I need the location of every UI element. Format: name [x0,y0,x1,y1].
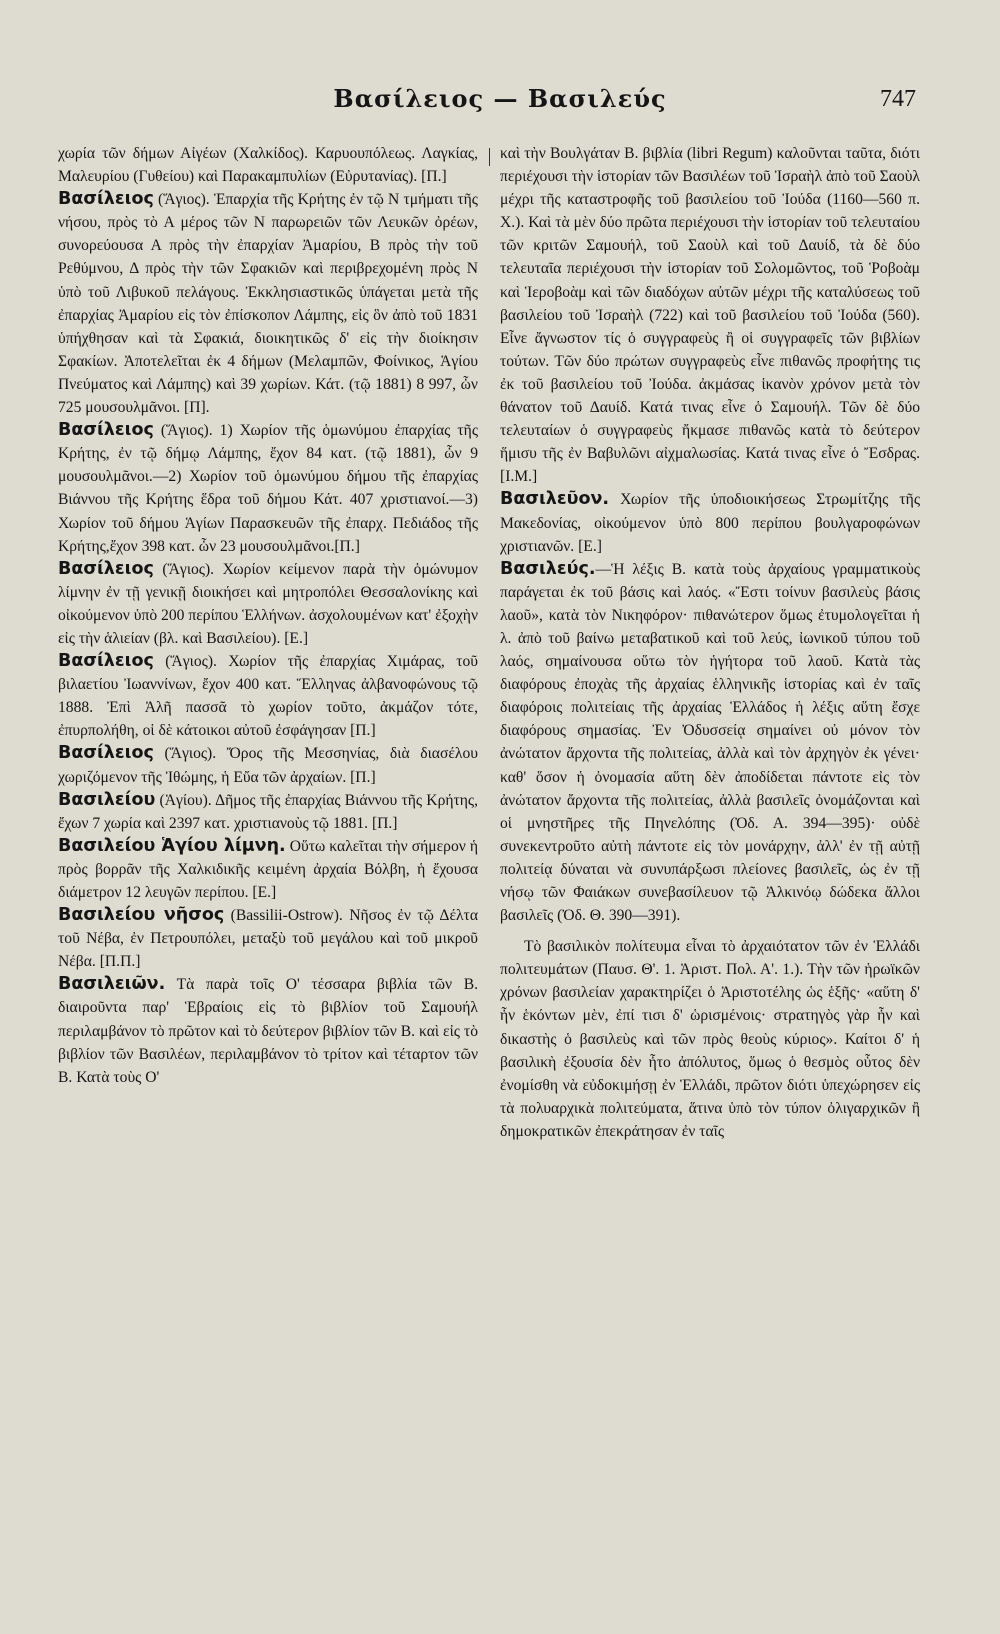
dictionary-entry [58,558,478,650]
entry-text: (Ἅγιος). Ἐπαρχία τῆς Κρήτης ἐν τῷ Ν τμήματι τῆς νήσου, πρὸς τὸ Α μέρος τῶν Ν παρωρειῶν τῶν Λευκῶν ὀρέων, συνορεύουσα Α πρὸς τὴν ἐπαρχίαν Ἀμαρίου, Β πρὸς τὴν τοῦ Ρεθύμνου, Δ πρὸς τὴν τῶν Σφακιῶν καὶ περιβρεχομένη πρὸς Ν ὑπὸ τοῦ Λιβυκοῦ πελάγους. Ἐκκλησιαστικῶς ὑπάγεται μετὰ τῆς ἐπαρχίας Ἀμαρίου εἰς τὸν ἐπίσκοπον Λάμπης, εἰς ὃν ἀπὸ τοῦ 1831 ὑπήχθησαν καὶ τὰ Σφακιά, διοικητικῶς δ' εἰς τὴν διοίκησιν Σφακίων. Ἀποτελεῖται ἐκ 4 δήμων (Μελαμπῶν, Φοίνικος, Ἁγίου Πνεύματος καὶ Λάμπης) καὶ 39 χωρίων. Κάτ. (τῷ 1881) 8 997, ὧν 725 μουσουλμᾶνοι. [Π]. [58,191,478,417]
entry-headword: Βασίλειος [58,651,154,672]
dictionary-entry [58,142,478,188]
dictionary-entry [500,935,920,1143]
entry-text: (Ἅγιος). 1) Χωρίον τῆς ὁμωνύμου ἐπαρχίας τῆς Κρήτης, ἐν τῷ δήμῳ Λάμπης, ἔχον 84 κατ. (τῷ 1881), ὧν 9 μουσουλμᾶνοι.—2) Χωρίον τοῦ ὁμωνύμου δήμου τῆς ἐπαρχίας Βιάννου τῆς Κρήτης ἕδρα τοῦ δήμου Κάτ. 407 χριστιανοί.—3) Χωρίον τοῦ δήμου Ἁγίων Παρασκευῶν τῆς ἐπαρχ. Πεδιάδος τῆς Κρήτης,ἔχον 398 κατ. ὧν 23 μουσουλμᾶνοι.[Π.] [58,422,478,555]
entry-headword: Βασιλεῦον. [500,489,610,510]
entry-text: χωρία τῶν δήμων Αἰγέων (Χαλκίδος). Καρυουπόλεως. Λαγκίας, Μαλευρίου (Γυθείου) καὶ Παρακαμπυλίων (Εὐρυτανίας). [Π.] [58,145,478,186]
dictionary-entry [500,488,920,557]
entry-headword: Βασίλειος [58,558,154,579]
entry-headword: Βασιλείου [58,789,156,810]
dictionary-entry [58,742,478,788]
entry-headword: Βασίλειος [58,189,154,210]
entry-text: (Ἅγιος). Ὄρος τῆς Μεσσηνίας, διὰ διασέλου χωριζόμενον τῆς Ἰθώμης, ἡ Εὔα τῶν ἀρχαίων. [Π.] [58,745,478,786]
entry-headword: Βασιλείου νῆσος [58,905,225,926]
entry-text: Οὕτω καλεῖται τὴν σήμερον ἡ πρὸς βορρᾶν τῆς Χαλκιδικῆς κειμένη ἀρχαία Βόλβη, ἡ ἔχουσα διάμετρον 12 λευγῶν περίπου. [Ε.] [58,837,478,901]
dictionary-entry [58,904,478,973]
entry-headword: Βασιλειῶν. [58,974,166,995]
dictionary-entry [58,973,478,1088]
entry-headword: Βασιλεύς. [500,558,596,579]
entry-text: —Ἡ λέξις Β. κατὰ τοὺς ἀρχαίους γραμματικοὺς παράγεται ἐκ τοῦ βάσις καὶ λαός. «Ἔστι τοίνυν βασιλεὺς βάσις λαοῦ», κατὰ τὸν Νικηφόρον· πιθανώτερον ὅμως ἐτυμολογεῖται ἡ λ. ἀπὸ τοῦ βαίνω μεταβατικοῦ καὶ τοῦ λεύς, ἰωνικοῦ τύπου τοῦ λαός, σημαίνουσα οὕτω τὸν ἡγήτορα τοῦ λαοῦ. Κατὰ τὰς διαφόρους ἐποχὰς τῆς ἀρχαίας ἑλληνικῆς ἱστορίας καὶ ἐν ταῖς διαφόροις πολιτείαις τῆς ἀρχαίας Ἑλλάδος ἡ λέξις αὕτη ἔσχε διαφόρους σημασίας. Ἐν Ὀδυσσείᾳ σημαίνει οὐ μόνον τὸν ἀνώτατον ἄρχοντα τῆς πολιτείας, ἀλλὰ καὶ τὸν ἀρχηγὸν ἐκ γένει· καθ' ὅσον ἡ ὀνομασία αὕτη δὲν ἀποδίδεται πάντοτε εἰς τὸν ἀνώτατον ἄρχοντα τῆς πολιτείας, ἀλλὰ βασιλεῖς ὀνομάζονται καὶ οἱ μνηστῆρες τῆς Πηνελόπης (Ὀδ. Α. 394—395)· οὐδὲ συνεκεντροῦτο αὐτὴ πάντοτε εἰς τὸν μονάρχην, ἀλλ' ἐν τῇ αὐτῇ πολιτείᾳ δύναται νὰ συνυπάρξωσι πλείονες βασιλεῖς, ὡς ἐν τῇ νήσῳ τῶν Φαιάκων συνεβασίλευον τῷ Ἀλκινόῳ δώδεκα ἄλλοι βασιλεῖς (Ὀδ. Θ. 390—391). [500,560,920,925]
running-header [0,84,1000,124]
entry-text: (Ἅγιος). Χωρίον τῆς ἐπαρχίας Χιμάρας, τοῦ βιλαετίου Ἰωαννίνων, ἔχον 400 κατ. Ἕλληνας ἀλβανοφώνους τῷ 1888. Ἐπὶ Ἀλῆ πασσᾶ τὸ χωρίον τοῦτο, ἀκμάζον τότε, ἐπυρπολήθη, οἱ δὲ κάτοικοι αὐτοῦ ἐσφάγησαν [Π.] [58,653,478,740]
dictionary-entry [58,835,478,904]
entry-text: Τὰ παρὰ τοῖς Ο' τέσσαρα βιβλία τῶν Β. διαιροῦντα παρ' Ἑβραίοις εἰς τὸ βιβλίον τοῦ Σαμουήλ περιλαμβάνον τὸ πρῶτον καὶ τὸ δεύτερον βιβλίον τῶν Β. καὶ εἰς τὸ βιβλίον τῶν Βασιλέων, περιλαμβάνον τὸ τρίτον καὶ τέταρτον τῶν Β. Κατὰ τοὺς Ο' [58,976,478,1086]
dictionary-entry [500,142,920,488]
right-column [500,142,920,1614]
dictionary-entry [500,558,920,928]
entry-text: Τὸ βασιλικὸν πολίτευμα εἶναι τὸ ἀρχαιότατον τῶν ἐν Ἑλλάδι πολιτευμάτων (Παυσ. Θ'. 1. Ἀριστ. Πολ. Α'. 1.). Τὴν τῶν ἡρωϊκῶν χρόνων βασιλείαν χαρακτηρίζει ὁ Ἀριστοτέλης ὡς ἑξῆς· «αὕτη δ' ἦν ἑκόντων μὲν, ἐπί τισι δ' ὡρισμένοις· στρατηγὸς γὰρ ἦν καὶ δικαστὴς ὁ βασιλεὺς καὶ τῶν πρὸς θεοὺς κύριος». Καίτοι δ' ἡ βασιλικὴ ἐξουσία δὲν ἦτο ἀπόλυτος, ὅμως ὁ θεσμὸς οὗτος δὲν ἐνομίσθη νὰ εὐδοκιμήσῃ ἐν Ἑλλάδι, πρῶτον διότι ὑπεχώρησεν εἰς τὰ πολυαρχικὰ πολιτεύματα, ἅτινα ὑπὸ τὸν τύπον ὀλιγαρχικῶν ἢ δημοκρατικῶν ἐπεκράτησαν ἐν ταῖς [500,938,920,1140]
dictionary-entry [58,188,478,419]
page-number: 747 [880,86,916,112]
entry-headword: Βασιλείου Ἁγίου λίμνη. [58,835,286,856]
entry-headword: Βασίλειος [58,743,154,764]
header-title: Βασίλειος — Βασιλεύς [333,84,667,113]
column-divider [489,148,490,166]
entry-text: καὶ τὴν Βουλγάταν Β. βιβλία (libri Regum) καλοῦνται ταῦτα, διότι περιέχουσι τὴν ἱστορίαν τῶν Βασιλέων τοῦ Ἰσραὴλ ἀπὸ τοῦ Σαοὺλ μέχρι τῆς καταστροφῆς τοῦ βασιλείου τοῦ Ἰούδα (1160—560 π. Χ.). Καὶ τὰ μὲν δύο πρῶτα περιέχουσι τὴν ἱστορίαν τοῦ τελευταίου τῶν κριτῶν Σαμουήλ, τοῦ Σαοὺλ καὶ τοῦ Δαυίδ, τὰ δὲ δύο τελευταῖα περιέχουσι τὴν ἱστορίαν τοῦ Σολομῶντος, τοῦ Ῥοβοὰμ καὶ Ἱεροβοὰμ καὶ τῶν διαδόχων αὐτῶν μέχρι τῆς καταλύσεως τοῦ βασιλείου τοῦ Ἰσραὴλ (722) καὶ τοῦ βασιλείου τοῦ Ἰούδα (560). Εἶνε ἄγνωστον τίς ὁ συγγραφεὺς ἢ οἱ συγγραφεῖς τῶν βιβλίων τούτων. Τῶν δύο πρώτων συγγραφεὺς εἶνε πιθανῶς προφήτης τις ἐκ τοῦ βασιλείου τοῦ Ἰούδα. ἀκμάσας ἱκανὸν χρόνον μετὰ τὸν θάνατον τοῦ Δαυίδ. Κατά τινας εἶνε ὁ Σαμουήλ. Τῶν δὲ δύο τελευταίων ὁ συγγραφεὺς ἤκμασε πιθανῶς κατὰ τὸ δεύτερον ἥμισυ τῆς ἐν Βαβυλῶνι αἰχμαλωσίας. Κατά τινας εἶνε ὁ Ἔσδρας. [Ι.Μ.] [500,145,920,486]
entry-text: (Bassilii-Ostrow). Νῆσος ἐν τῷ Δέλτα τοῦ Νέβα, ἐν Πετρουπόλει, μεταξὺ τοῦ μεγάλου καὶ τοῦ μικροῦ Νέβα. [Π.Π.] [58,907,478,971]
dictionary-entry [58,789,478,835]
entry-text: Χωρίον τῆς ὑποδιοικήσεως Στρωμίτζης τῆς Μακεδονίας, οἰκούμενον ὑπὸ 800 περίπου βουλγαροφώνων χριστιανῶν. [Ε.] [500,491,920,555]
dictionary-entry [58,650,478,742]
entry-headword: Βασίλειος [58,420,154,441]
dictionary-entry [58,419,478,558]
left-column [58,142,478,1614]
entry-text: (Ἁγίου). Δῆμος τῆς ἐπαρχίας Βιάννου τῆς Κρήτης, ἔχων 7 χωρία καὶ 2397 κατ. χριστιανοὺς τῷ 1881. [Π.] [58,791,478,832]
entry-text: (Ἅγιος). Χωρίον κείμενον παρὰ τὴν ὁμώνυμον λίμνην ἐν τῇ γενικῇ διοικήσει καὶ μητροπόλει Θεσσαλονίκης καὶ οἰκούμενον ὑπὸ 200 περίπου Ἑλλήνων. ἀσχολουμένων κατ' ἐξοχὴν εἰς τὴν ἁλιείαν (βλ. καὶ Βασιλείου). [Ε.] [58,560,478,647]
